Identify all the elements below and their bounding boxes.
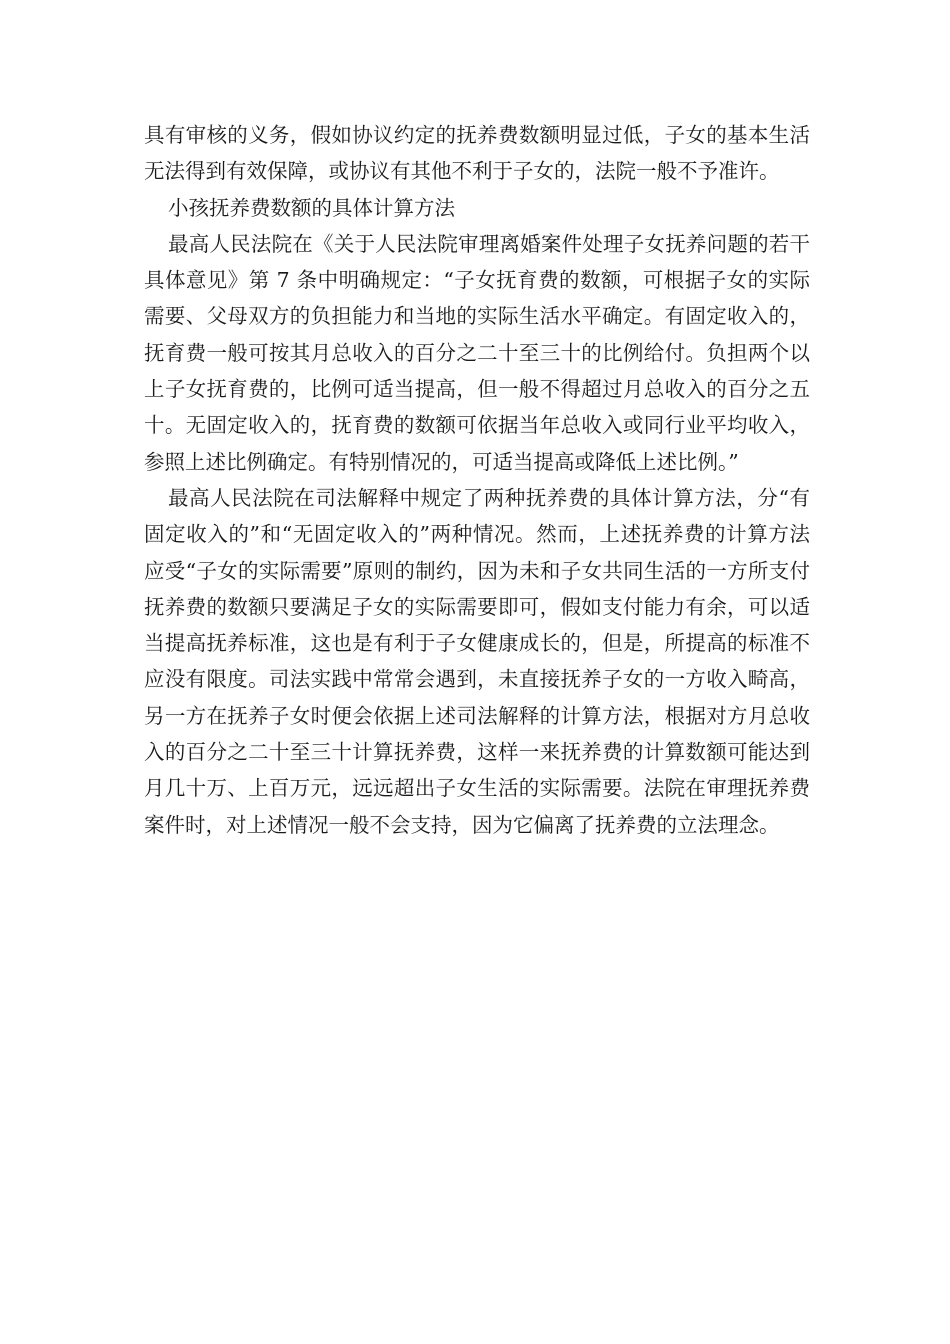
section-heading: 小孩抚养费数额的具体计算方法 xyxy=(168,195,455,220)
paragraph-continuation: 具有审核的义务，假如协议约定的抚养费数额明显过低，子女的基本生活无法得到有效保障，或协议有其他不利于子女的，法院一般不予准许。 xyxy=(144,123,810,184)
paragraph-regulation-quote: 最高人民法院在《关于人民法院审理离婚案件处理子女抚养问题的若干具体意见》第 7 条中明确规定：“子女抚育费的数额，可根据子女的实际需要、父母双方的负担能力和当地的实际生活水平确定。有固定收入的，抚育费一般可按其月总收入的百分之二十至三十的比例给付。负担两个以上子女抚育费的，比例可适当提高，但一般不得超过月总收入的百分之五十。无固定收入的，抚育费的数额可依据当年总收入或同行业平均收入，参照上述比例确定。有特别情况的，可适当提高或降低上述比例。” xyxy=(144,231,810,474)
paragraph-interpretation: 最高人民法院在司法解释中规定了两种抚养费的具体计算方法，分“有固定收入的”和“无固定收入的”两种情况。然而，上述抚养费的计算方法应受“子女的实际需要”原则的制约，因为未和子女共同生活的一方所支付抚养费的数额只要满足子女的实际需要即可，假如支付能力有余，可以适当提高抚养标准，这也是有利于子女健康成长的，但是，所提高的标准不应没有限度。司法实践中常常会遇到，未直接抚养子女的一方收入畸高，另一方在抚养子女时便会依据上述司法解释的计算方法，根据对方月总收入的百分之二十至三十计算抚养费，这样一来抚养费的计算数额可能达到月几十万、上百万元，远远超出子女生活的实际需要。法院在审理抚养费案件时，对上述情况一般不会支持，因为它偏离了抚养费的立法理念。 xyxy=(144,485,810,837)
document-body xyxy=(144,117,810,843)
